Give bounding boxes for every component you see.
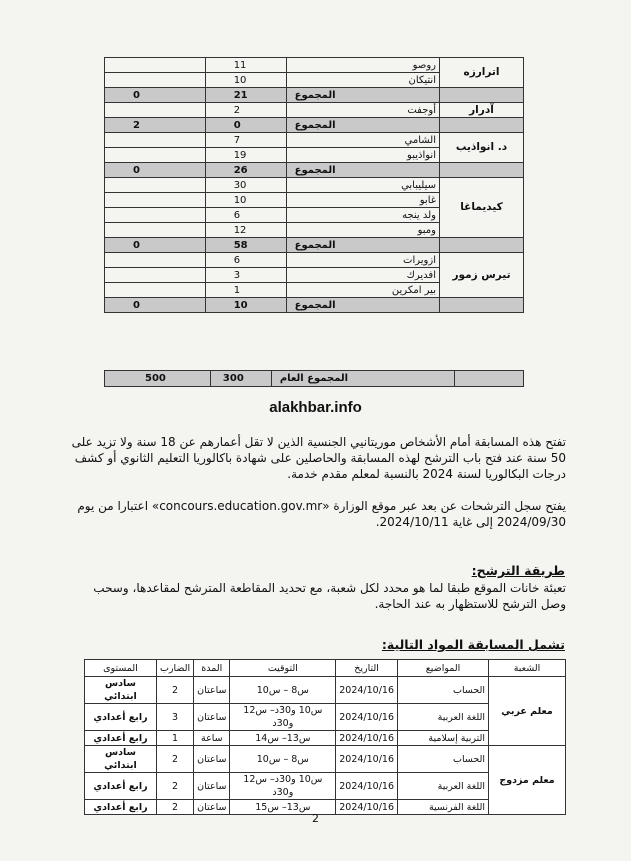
- place-name: ولد ينجه: [286, 208, 439, 223]
- sum-label: المجموع: [286, 88, 439, 103]
- subject-name: اللغة العربية: [398, 773, 489, 800]
- page-number: 2: [312, 812, 319, 825]
- exam-time: س10 و30د– س12 و30د: [230, 704, 336, 731]
- branch-name: معلم مزدوج: [489, 746, 566, 815]
- exam-coefficient: 2: [156, 800, 193, 815]
- place-count: 10: [205, 193, 286, 208]
- sum-count: 58: [205, 238, 286, 253]
- sum-count: 0: [205, 118, 286, 133]
- place-name: افديرك: [286, 268, 439, 283]
- exam-duration: ساعتان: [194, 773, 230, 800]
- exam-coefficient: 3: [156, 704, 193, 731]
- place-name: غابو: [286, 193, 439, 208]
- sum-empty-cell: [439, 163, 523, 178]
- place-count: 6: [205, 253, 286, 268]
- region-name: كيديماغا: [439, 178, 523, 238]
- sum-bonus: 0: [105, 163, 206, 178]
- place-name: انواذيبو: [286, 148, 439, 163]
- place-empty-cell: [105, 58, 206, 73]
- place-count: 1: [205, 283, 286, 298]
- subject-name: الحساب: [398, 677, 489, 704]
- exam-time: س13– س14: [230, 731, 336, 746]
- exam-level: سادس ابتدائي: [85, 746, 157, 773]
- exam-duration: ساعتان: [194, 704, 230, 731]
- region-sum-row: [105, 163, 524, 178]
- sum-empty-cell: [439, 118, 523, 133]
- sum-empty-cell: [439, 298, 523, 313]
- sum-bonus: 2: [105, 118, 206, 133]
- subjects-header-cell: التوقيت: [230, 660, 336, 677]
- place-empty-cell: [105, 193, 206, 208]
- place-name: روصو: [286, 58, 439, 73]
- exam-duration: ساعتان: [194, 746, 230, 773]
- sum-bonus: 0: [105, 238, 206, 253]
- place-name: ومبو: [286, 223, 439, 238]
- subjects-header-cell: الشعبة: [489, 660, 566, 677]
- exam-coefficient: 2: [156, 773, 193, 800]
- region-name: آدرار: [439, 103, 523, 118]
- exam-coefficient: 2: [156, 746, 193, 773]
- region-row: [105, 253, 524, 268]
- exam-level: رابع أعدادي: [85, 800, 157, 815]
- region-sum-row: [105, 88, 524, 103]
- place-count: 11: [205, 58, 286, 73]
- exam-date: 2024/10/16: [336, 746, 398, 773]
- place-empty-cell: [105, 178, 206, 193]
- place-empty-cell: [105, 283, 206, 298]
- sum-count: 26: [205, 163, 286, 178]
- exam-time: س8 – س10: [230, 746, 336, 773]
- subjects-row: [85, 677, 566, 704]
- region-sum-row: [105, 298, 524, 313]
- subjects-header-cell: المواضيع: [398, 660, 489, 677]
- grand-total-label: المجموع العام: [271, 371, 454, 387]
- region-row: [105, 133, 524, 148]
- exam-coefficient: 1: [156, 731, 193, 746]
- place-count: 2: [205, 103, 286, 118]
- sum-label: المجموع: [286, 238, 439, 253]
- grand-total-row: [105, 371, 524, 387]
- place-name: أوجفت: [286, 103, 439, 118]
- exam-time: س10 و30د– س12 و30د: [230, 773, 336, 800]
- subject-name: اللغة العربية: [398, 704, 489, 731]
- place-count: 7: [205, 133, 286, 148]
- region-name: تيرس زمور: [439, 253, 523, 298]
- sum-label: المجموع: [286, 298, 439, 313]
- subjects-row: [85, 746, 566, 773]
- exam-date: 2024/10/16: [336, 800, 398, 815]
- exam-level: رابع أعدادي: [85, 773, 157, 800]
- subjects-heading: تشمل المسابقة المواد التالية:: [381, 637, 565, 652]
- place-empty-cell: [105, 268, 206, 283]
- subject-name: التربية إسلامية: [398, 731, 489, 746]
- exam-level: رابع أعدادي: [85, 704, 157, 731]
- place-count: 12: [205, 223, 286, 238]
- subject-name: الحساب: [398, 746, 489, 773]
- subjects-header-cell: المستوى: [85, 660, 157, 677]
- place-name: انتيكان: [286, 73, 439, 88]
- sum-count: 21: [205, 88, 286, 103]
- sum-empty-cell: [439, 88, 523, 103]
- place-count: 3: [205, 268, 286, 283]
- sum-bonus: 0: [105, 298, 206, 313]
- subjects-header-cell: التاريخ: [336, 660, 398, 677]
- exam-time: س8 – س10: [230, 677, 336, 704]
- place-empty-cell: [105, 253, 206, 268]
- site-watermark: alakhbar.info: [269, 399, 362, 416]
- exam-duration: ساعتان: [194, 800, 230, 815]
- exam-date: 2024/10/16: [336, 704, 398, 731]
- sum-bonus: 0: [105, 88, 206, 103]
- place-name: الشامي: [286, 133, 439, 148]
- region-row: [105, 58, 524, 73]
- place-count: 10: [205, 73, 286, 88]
- place-name: سيليبابي: [286, 178, 439, 193]
- sum-label: المجموع: [286, 163, 439, 178]
- exam-level: سادس ابتدائي: [85, 677, 157, 704]
- method-text: تعبئة خانات الموقع طبقا لما هو محدد لكل شعبة، مع تحديد المقاطعة المترشح لمقاعدها، وسحب وصل الترشح للاستظهار به عند الحاجة.: [93, 581, 566, 611]
- grand-total-table: [104, 370, 524, 387]
- grand-total-empty-cell: [455, 371, 524, 387]
- subjects-header-cell: الضارب: [156, 660, 193, 677]
- sum-label: المجموع: [286, 118, 439, 133]
- exam-time: س13– س15: [230, 800, 336, 815]
- subject-name: اللغة الفرنسية: [398, 800, 489, 815]
- place-name: ازويرات: [286, 253, 439, 268]
- place-count: 19: [205, 148, 286, 163]
- region-sum-row: [105, 238, 524, 253]
- place-count: 30: [205, 178, 286, 193]
- regions-table: [104, 57, 524, 313]
- registration-paragraph: يفتح سجل الترشحات عن بعد عبر موقع الوزارة «concours.education.gov.mr» اعتبارا من يوم 2024/09/30 إلى غاية 2024/10/11.: [77, 499, 566, 529]
- place-empty-cell: [105, 103, 206, 118]
- exam-duration: ساعة: [194, 731, 230, 746]
- region-row: [105, 178, 524, 193]
- subjects-table: [84, 659, 566, 815]
- exam-date: 2024/10/16: [336, 731, 398, 746]
- eligibility-paragraph: تفتح هذه المسابقة أمام الأشخاص موريتانيي الجنسية الذين لا تقل أعمارهم عن 18 سنة ولا تزيد على 50 سنة عند فتح باب الترشح لهذه المسابقة والحاصلين على شهادة باكالوريا التعليم الثانوي أو كشف درجات البكالوريا لسنة 2024 بالنسبة لمعلم مقدم خدمة.: [71, 435, 566, 481]
- region-name: د. انواذيب: [439, 133, 523, 163]
- branch-name: معلم عربي: [489, 677, 566, 746]
- region-sum-row: [105, 118, 524, 133]
- exam-coefficient: 2: [156, 677, 193, 704]
- exam-date: 2024/10/16: [336, 773, 398, 800]
- grand-total-count: 300: [210, 371, 271, 387]
- place-empty-cell: [105, 73, 206, 88]
- exam-level: رابع أعدادي: [85, 731, 157, 746]
- sum-count: 10: [205, 298, 286, 313]
- place-count: 6: [205, 208, 286, 223]
- exam-duration: ساعتان: [194, 677, 230, 704]
- subjects-header-cell: المدة: [194, 660, 230, 677]
- sum-empty-cell: [439, 238, 523, 253]
- region-name: اترارزه: [439, 58, 523, 88]
- place-empty-cell: [105, 133, 206, 148]
- grand-total-bonus: 500: [105, 371, 211, 387]
- method-heading: طريقة الترشح:: [471, 563, 565, 578]
- exam-date: 2024/10/16: [336, 677, 398, 704]
- place-name: بير امكرين: [286, 283, 439, 298]
- place-empty-cell: [105, 148, 206, 163]
- place-empty-cell: [105, 208, 206, 223]
- place-empty-cell: [105, 223, 206, 238]
- region-row: [105, 103, 524, 118]
